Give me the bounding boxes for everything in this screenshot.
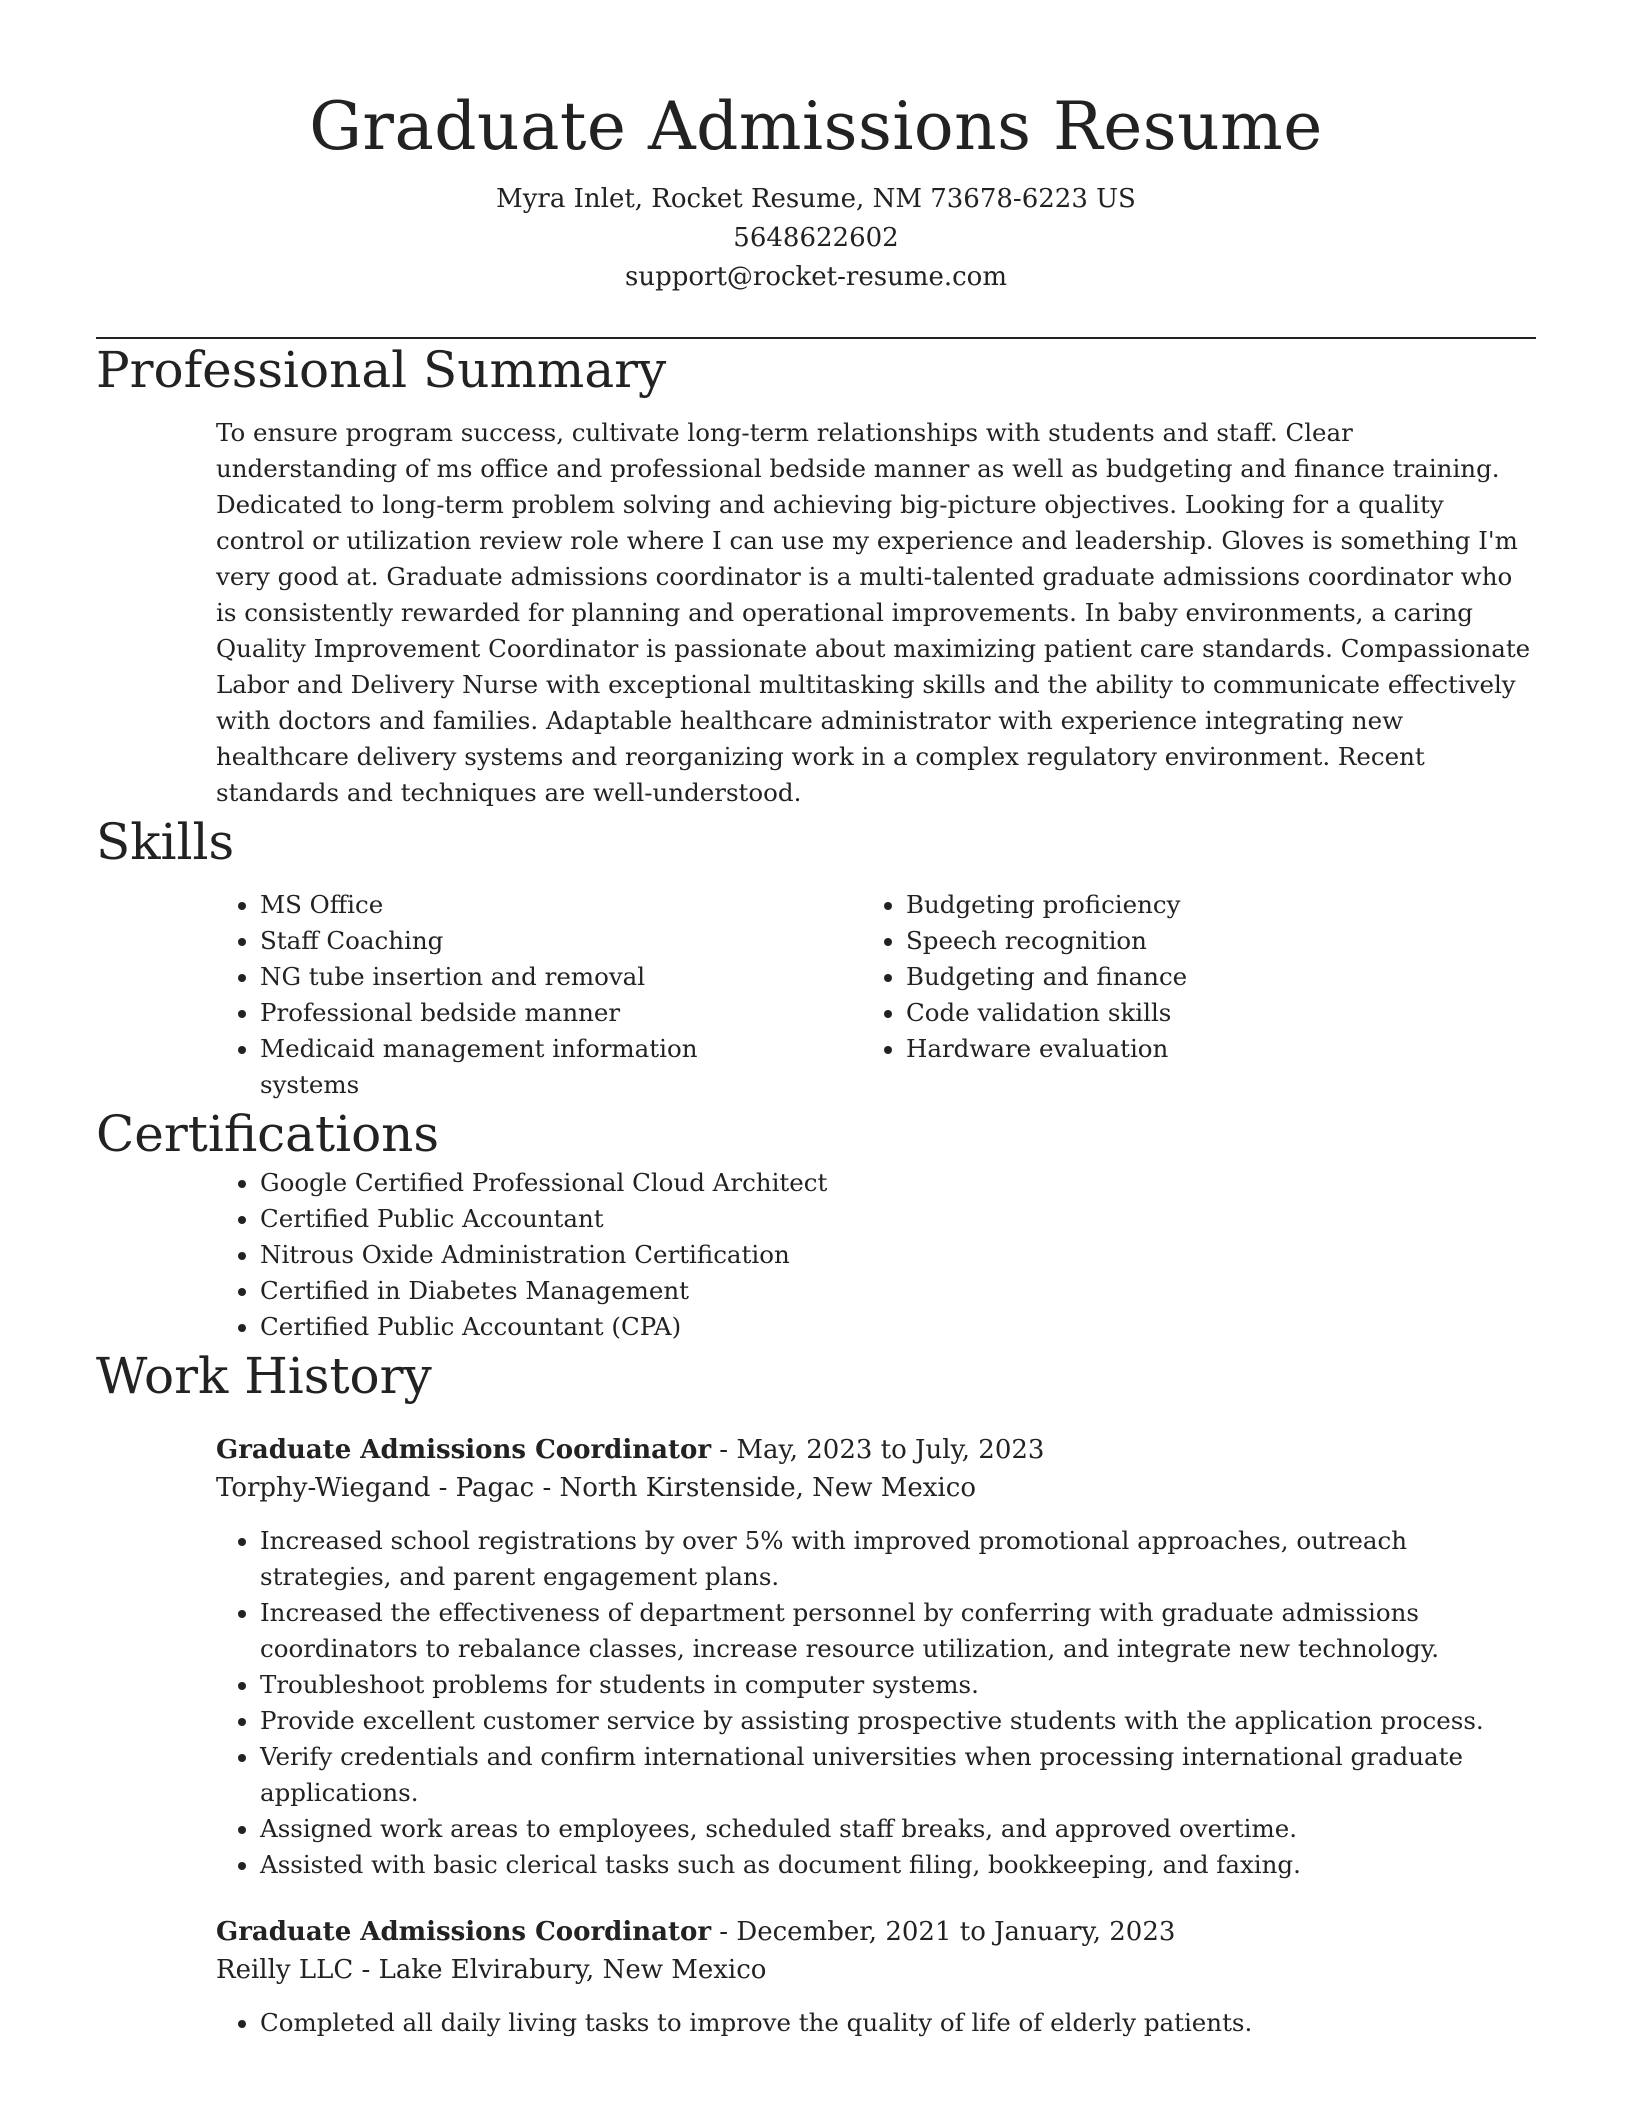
resume-title: Graduate Admissions Resume [309,88,1323,165]
job-role: Graduate Admissions Coordinator [216,1917,712,1947]
skill-item: • NG tube insertion and removal [260,959,746,995]
job-entry [216,1431,1536,1883]
contact-block [96,180,1536,297]
job-company-line: Torphy-Wiegand - Pagac - North Kirstenside, New Mexico [216,1473,976,1503]
job-title-line [216,1431,1536,1469]
job-duty: • Assigned work areas to employees, scheduled staff breaks, and approved overtime. [260,1811,1536,1847]
job-dates: - May, 2023 to July, 2023 [711,1435,1045,1465]
job-dates: - December, 2021 to January, 2023 [711,1917,1176,1947]
job-duty: • Increased the effectiveness of department personnel by conferring with graduate admissions coordinators to rebalance classes, increase resource utilization, and integrate new technology. [260,1595,1536,1667]
skill-item: • Budgeting and finance [906,959,1187,995]
skill-item: • Budgeting proficiency [906,887,1187,923]
resume-page [96,0,1536,2066]
skills-columns [96,887,1536,1103]
certification-item: • Google Certified Professional Cloud Architect [260,1165,1536,1201]
contact-phone: 5648622602 [733,223,899,253]
summary-text: To ensure program success, cultivate long-term relationships with students and staff. Clear understanding of ms office and professional bedside manner as well as budgeting and finance training. Dedicated to long-term problem solving and achieving big-picture objectives. Looking for a quality control or utilization review role where I can use my experience and leadership. Gloves is something I'm very good at. Graduate admissions coordinator is a multi-talented graduate admissions coordinator who is consistently rewarded for planning and operational improvements. In baby environments, a caring Quality Improvement Coordinator is passionate about maximizing patient care standards. Compassionate Labor and Delivery Nurse with exceptional multitasking skills and the ability to communicate effectively with doctors and families. Adaptable healthcare administrator with experience integrating new healthcare delivery systems and reorganizing work in a complex regulatory environment. Recent standards and techniques are well-understood. [216,418,1531,807]
skill-item: • Speech recognition [906,923,1187,959]
job-duties-list [216,2005,1536,2041]
certification-item: • Certified in Diabetes Management [260,1273,1536,1309]
job-title-line [216,1913,1536,1951]
certification-item: • Nitrous Oxide Administration Certification [260,1237,1536,1273]
skill-item: • Hardware evaluation [906,1031,1187,1067]
skill-item: • MS Office [260,887,746,923]
certifications-list [96,1165,1536,1345]
skills-list-right [746,887,1187,1103]
job-duties-list [216,1523,1536,1883]
skill-item: • Medicaid management information systems [260,1031,746,1103]
contact-email: support@rocket-resume.com [624,262,1007,292]
contact-address: Myra Inlet, Rocket Resume, NM 73678-6223 US [496,184,1136,214]
summary-heading: Professional Summary [96,341,667,399]
skills-list-left [96,887,746,1103]
skill-item: • Code validation skills [906,995,1187,1031]
job-entry [216,1913,1536,2041]
certifications-heading: Certifications [96,1105,440,1163]
job-duty: • Completed all daily living tasks to improve the quality of life of elderly patients. [260,2005,1536,2041]
job-role: Graduate Admissions Coordinator [216,1435,712,1465]
skills-heading: Skills [96,813,235,871]
job-duty: • Troubleshoot problems for students in computer systems. [260,1667,1536,1703]
job-duty: • Assisted with basic clerical tasks such as document filing, bookkeeping, and faxing. [260,1847,1536,1883]
job-duty: • Increased school registrations by over 5% with improved promotional approaches, outreach strategies, and parent engagement plans. [260,1523,1536,1595]
job-duty: • Verify credentials and confirm international universities when processing international graduate applications. [260,1739,1536,1811]
job-company-line: Reilly LLC - Lake Elvirabury, New Mexico [216,1955,767,1985]
certification-item: • Certified Public Accountant (CPA) [260,1309,1536,1345]
skill-item: • Professional bedside manner [260,995,746,1031]
job-duty: • Provide excellent customer service by assisting prospective students with the application process. [260,1703,1536,1739]
skill-item: • Staff Coaching [260,923,746,959]
certification-item: • Certified Public Accountant [260,1201,1536,1237]
work-history-heading: Work History [96,1347,432,1405]
